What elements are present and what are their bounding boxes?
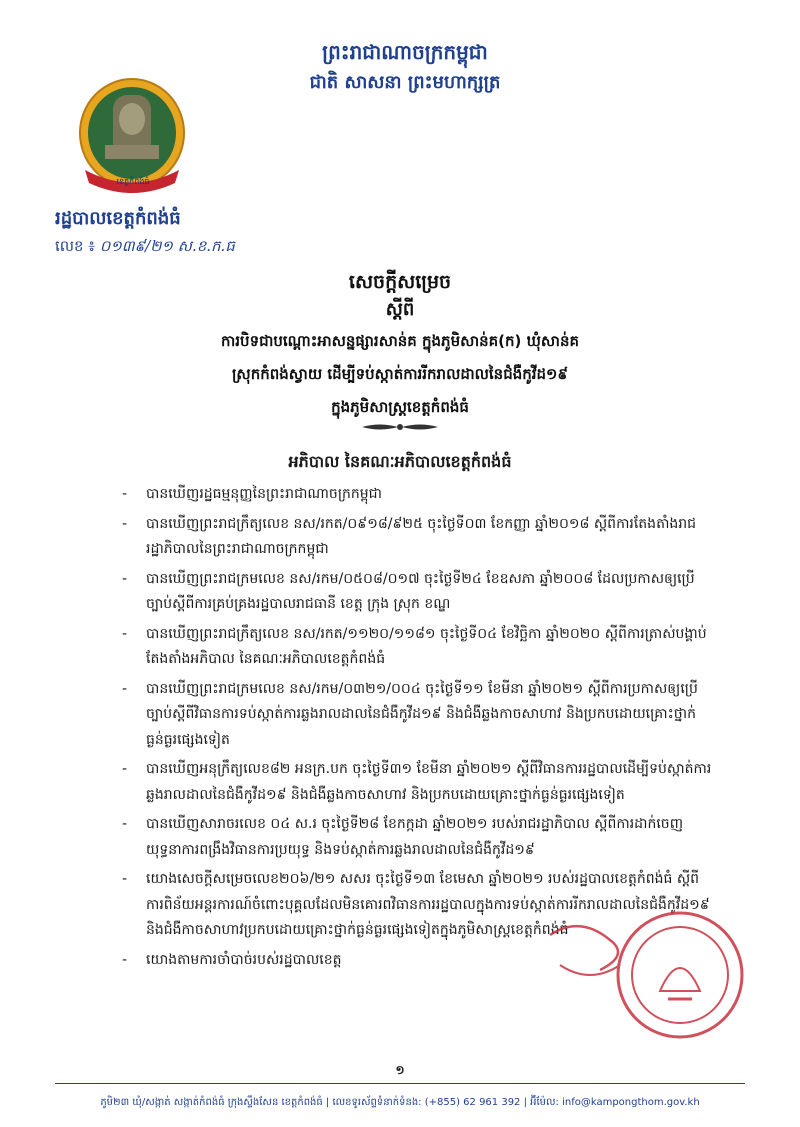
decision-subject — [150, 325, 650, 424]
letterhead-kingdom — [250, 38, 560, 96]
number-label: លេខ ៖ — [55, 237, 95, 255]
title-decision: សេចក្តីសម្រេច — [348, 271, 452, 293]
list-item: - បានឃើញអនុក្រឹត្យលេខ៨២ អនក្រ.បក ចុះថ្ងៃទី៣១ ខែមីនា ឆ្នាំ២០២១ ស្តីពីវិធានការរដ្ឋបាលដើម្បីទប់ស្កាត់ការឆ្លងរាលដាលនៃជំងឺកូវីដ១៩ និងជំងឺឆ្លងកាចសាហាវ និងប្រកបដោយគ្រោះថ្នាក់ធ្ងន់ធ្ងរផ្សេងទៀត — [112, 757, 712, 808]
list-item: - បានឃើញព្រះរាជក្រមលេខ នស/រកម/០៥០៨/០១៧ ចុះថ្ងៃទី២៤ ខែឧសភា ឆ្នាំ២០០៨ ដែលប្រកាសឲ្យប្រើច្បាប់ស្តីពីការគ្រប់គ្រងរដ្ឋបាលរាជធានី ខេត្ត ក្រុង ស្រុក ខណ្ឌ — [112, 567, 712, 618]
official-seal-stamp-icon — [540, 895, 745, 1040]
list-item: - បានឃើញព្រះរាជក្រឹត្យលេខ នស/រកត/០៩១៨/៩២៥ ចុះថ្ងៃទី០៣ ខែកញ្ញា ឆ្នាំ២០១៨ ស្តីពីការតែងតាំងរាជរដ្ឋាភិបាលនៃព្រះរាជាណាចក្រកម្ពុជា — [112, 512, 712, 563]
footer-contact: ភូមិ២៣ ឃុំ/សង្កាត់ សង្កាត់កំពង់ធំ ក្រុងស្ទឹងសែន ខេត្តកំពង់ធំ | លេខទូរស័ព្ទទំនាក់ទំនង: (+855) 62 961 392 | អ៊ីម៉ែល: info@kampongthom.gov.kh — [100, 1097, 700, 1108]
list-item: - បានឃើញព្រះរាជក្រឹត្យលេខ នស/រកត/១១២០/១១៨១ ចុះថ្ងៃទី០៤ ខែវិច្ឆិកា ឆ្នាំ២០២០ ស្តីពីការត្រាស់បង្គាប់តែងតាំងអភិបាល នៃគណៈអភិបាលខេត្តកំពង់ធំ — [112, 622, 712, 673]
issuing-authority: អភិបាល នៃគណៈអភិបាលខេត្តកំពង់ធំ — [288, 452, 512, 471]
office-name: រដ្ឋបាលខេត្តកំពង់ធំ — [55, 208, 181, 229]
subject-line: ក្នុងភូមិសាស្ត្រខេត្តកំពង់ធំ — [331, 398, 469, 416]
document-title — [200, 268, 600, 324]
list-item: - យោងសេចក្តីសម្រេចលេខ២០៦/២១ សសរ ចុះថ្ងៃទី១៣ ខែមេសា ឆ្នាំ២០២១ របស់រដ្ឋបាលខេត្តកំពង់ធំ ស្តីពីការពិន័យអន្តរការណ៍ចំពោះបុគ្គលដែលមិនគោរពវិធានការរដ្ឋបាលក្នុងការទប់ស្កាត់ការរីករាលដាលនៃជំងឺកូវីដ១៩ និងជំងឺកាចសាហាវប្រកបដោយគ្រោះថ្នាក់ធ្ងន់ធ្ងរផ្សេងទៀតក្នុងភូមិសាស្ត្រខេត្តកំពង់ធំ — [112, 867, 712, 944]
ornament-divider-icon — [360, 420, 440, 434]
list-item: - បានឃើញព្រះរាជក្រមលេខ នស/រកម/០៣២១/០០៤ ចុះថ្ងៃទី១១ ខែមីនា ឆ្នាំ២០២១ ស្តីពីការប្រកាសឲ្យប្រើច្បាប់ស្តីពីវិធានការទប់ស្កាត់ការឆ្លងរាលដាលនៃជំងឺកូវីដ១៩ និងជំងឺឆ្លងកាចសាហាវ និងប្រកបដោយគ្រោះថ្នាក់ធ្ងន់ធ្ងរផ្សេងទៀត — [112, 677, 712, 754]
kingdom-name: ព្រះរាជាណាចក្រកម្ពុជា — [322, 40, 488, 64]
page-number: ១ — [395, 1063, 405, 1077]
document-number — [55, 235, 235, 257]
number-value: ០១៣៩/២១ ស.ខ.ក.ធ — [99, 237, 235, 255]
list-item: - បានឃើញរដ្ឋធម្មនុញ្ញនៃព្រះរាជាណាចក្រកម្ពុជា — [112, 482, 712, 508]
emblem-caption: ខេត្តកំពង់ធំ — [116, 177, 150, 186]
list-item: - បានឃើញសារាចរលេខ ០៤ ស.រ ចុះថ្ងៃទី២៨ ខែកក្កដា ឆ្នាំ២០២១ របស់រាជរដ្ឋាភិបាល ស្តីពីការដាក់ចេញយុទ្ធនាការពង្រឹងវិធានការប្រយុទ្ធ និងទប់ស្កាត់ការឆ្លងរាលដាលនៃជំងឺកូវីដ១៩ — [112, 812, 712, 863]
national-motto: ជាតិ សាសនា ព្រះមហាក្សត្រ — [309, 72, 501, 93]
issuing-office — [55, 207, 235, 257]
title-about: ស្តីពី — [385, 299, 415, 320]
footer-divider — [55, 1083, 745, 1084]
subject-line: ស្រុកកំពង់ស្វាយ ដើម្បីទប់ស្កាត់ការរីករាលដាលនៃជំងឺកូវីដ១៩ — [231, 365, 569, 383]
subject-line: ការបិទជាបណ្តោះអាសន្នផ្សារសាន់គ ក្នុងភូមិសាន់គ(ក) ឃុំសាន់គ — [221, 332, 579, 350]
list-item: - យោងតាមការចាំបាច់របស់រដ្ឋបាលខេត្ត — [112, 948, 712, 974]
